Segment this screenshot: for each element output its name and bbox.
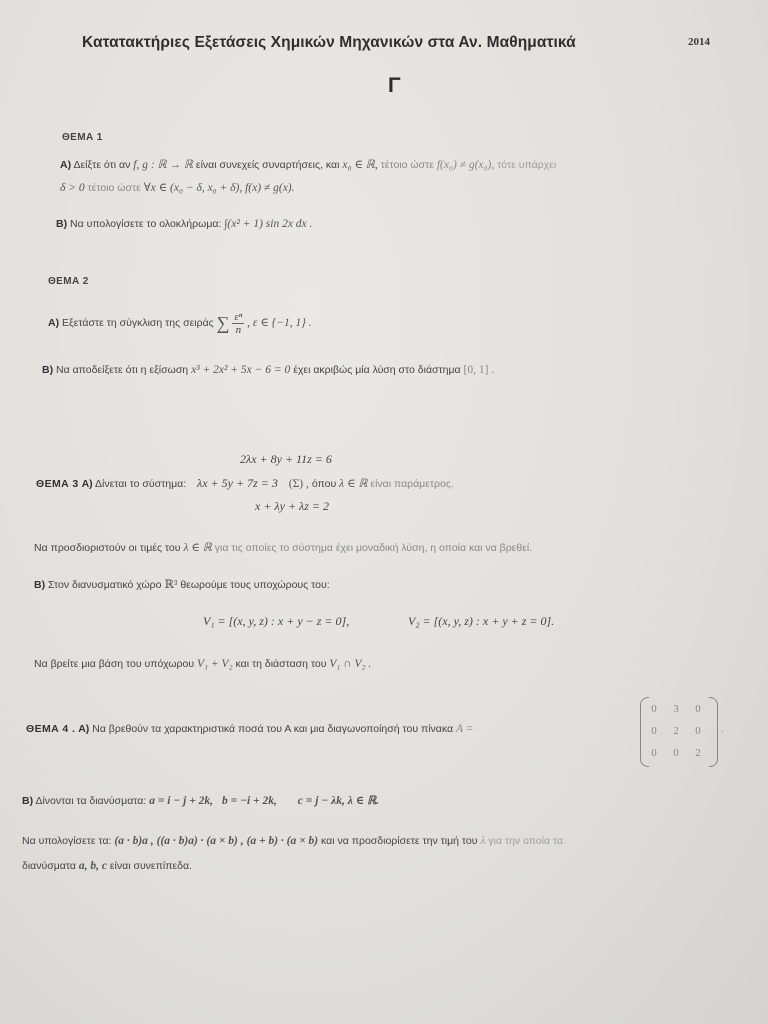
thema3-equation-2: λx + 5y + 7z = 3 [197,476,278,490]
thema1-a-math3: f(x₀) ≠ g(x₀), [436,159,495,171]
thema4-c-text3: για την οποία τα [488,835,564,847]
matrix-a [640,697,718,767]
thema1-b-label: Β) [56,218,68,230]
thema1-b-line [56,218,312,230]
thema2-a-math: , ε ∈ {−1, 1} . [247,317,312,329]
matrix-cell: 0 [651,725,657,737]
matrix-cell: 2 [673,725,679,737]
matrix-cell: 0 [651,703,657,715]
matrix-tail-period: . [721,723,724,735]
thema3-line2-text2: για τις οποίες το σύστημα έχει μοναδική λύση, η οποία και να βρεθεί. [214,542,533,554]
thema3-b2-text2: και τη διάσταση του [235,658,327,670]
thema3-b2-text: Να βρείτε μια βάση του υπόχωρου [34,658,195,670]
thema2-a-denominator: n [235,323,242,336]
matrix-cell: 0 [695,725,701,737]
thema4-a-label: Α) [78,723,90,735]
thema4-c-text2: και να προσδιορίσετε την τιμή του [321,835,478,847]
thema3-a-label: Α) [81,478,93,490]
thema4-c-text: Να υπολογίσετε τα: [22,835,112,847]
thema4-heading: ΘΕΜΑ 4 . [26,723,76,735]
thema3-a-text2: όπου [311,478,337,490]
exam-year: 2014 [688,36,710,48]
thema3-equation-3: x + λy + λz = 2 [255,499,330,513]
thema4-c-line [22,835,563,847]
thema2-a-label: Α) [48,317,60,329]
thema4-b-line [22,793,379,807]
thema1-a-text2: είναι συνεχείς συναρτήσεις, και [195,159,340,171]
thema3-b-math: ℝ³ [164,579,178,591]
thema3-sigma: (Σ) , [288,478,309,490]
thema3-a-text3: είναι παράμετρος. [370,478,454,490]
thema2-a-line [48,310,312,336]
thema1-a-line2 [60,180,295,194]
thema4-vector-c: c = j − λk, λ ∈ ℝ. [297,795,380,807]
thema1-a-text: Δείξτε ότι αν [73,159,131,171]
thema2-a-fraction [232,311,244,336]
thema3-line2-text: Να προσδιοριστούν οι τιμές του [34,542,181,554]
thema2-b-interval: [0, 1] . [463,364,495,376]
thema3-b-label: Β) [34,579,46,591]
thema3-b-line2 [34,658,371,670]
thema4-vector-a: a = i − j + 2k, [149,795,214,807]
matrix-cell: 0 [651,747,657,759]
thema3-a-line2 [34,540,532,554]
thema1-a-math1: f, g : ℝ → ℝ [133,159,193,171]
thema4-vector-b: b = −i + 2k, [221,795,277,807]
thema4-c-math1: (a · b)a , [114,835,154,847]
document-title: Κατατακτήριες Εξετάσεις Χημικών Μηχανικών στα Αν. Μαθηματικά [82,34,576,51]
thema3-b-text: Στον διανυσματικό χώρο [48,579,162,591]
thema3-line2-math: λ ∈ ℝ [183,542,212,554]
thema1-a2-text: τέτοιο ώστε [87,182,141,194]
thema3-subspace-v2: V₂ = [(x, y, z) : x + y + z = 0]. [408,614,555,628]
thema3-b-line [34,577,330,591]
thema1-a2-math1: δ > 0 [60,182,85,194]
thema3-a-line [36,476,454,491]
thema4-a-line [26,723,473,735]
thema4-c-math4: λ [480,835,486,847]
exam-group-letter: Γ [388,74,401,97]
thema4-d-line [22,860,192,872]
thema3-subspace-v1: V₁ = [(x, y, z) : x + y − z = 0], [203,614,350,628]
thema1-a-math2: x₀ ∈ ℝ, [342,159,378,171]
thema4-d-text: διανύσματα [22,860,76,872]
thema2-heading: ΘΕΜΑ 2 [48,276,89,287]
thema2-b-text: Να αποδείξετε ότι η εξίσωση [56,364,189,376]
matrix-cell: 0 [695,703,701,715]
thema1-heading: ΘΕΜΑ 1 [62,132,103,143]
thema3-b2-math: V₁ + V₂ [197,658,233,670]
thema1-a-text3: τέτοιο ώστε [380,159,434,171]
thema1-b-math: ∫(x² + 1) sin 2x dx . [224,218,313,230]
thema4-c-math3: (a + b) · (a × b) [246,835,319,847]
thema3-b2-math2: V₁ ∩ V₂ . [329,658,372,670]
matrix-cell: 2 [695,747,701,759]
thema3-a-text: Δίνεται το σύστημα: [95,478,187,490]
thema2-b-label: Β) [42,364,54,376]
thema3-b-text2: θεωρούμε τους υποχώρους του: [180,579,330,591]
thema3-a-math: λ ∈ ℝ [339,478,368,490]
thema4-a-math: A = [456,723,474,735]
thema2-a-text: Εξετάστε τη σύγκλιση της σειράς [62,317,214,329]
matrix-cell: 3 [673,703,679,715]
thema1-a2-math2: ∀x ∈ (x₀ − δ, x₀ + δ), f(x) ≠ g(x). [143,182,295,194]
thema4-b-label: Β) [22,795,34,807]
thema1-a-label: Α) [60,159,72,171]
thema4-d-math: a, b, c [78,860,107,872]
thema3-heading: ΘΕΜΑ 3 [36,478,79,490]
thema1-a-text4: τότε υπάρχει [497,159,557,171]
thema2-a-sum: ∑ [216,313,230,333]
matrix-right-bracket [709,697,718,767]
thema1-a-line1 [60,157,556,171]
thema2-b-text2: έχει ακριβώς μία λύση στο διάστημα [293,364,461,376]
thema4-c-math2: ((a · b)a) · (a × b) , [156,835,244,847]
thema2-b-math: x³ + 2x² + 5x − 6 = 0 [191,364,291,376]
thema3-equation-1: 2λx + 8y + 11z = 6 [240,452,332,466]
thema4-b-text: Δίνονται τα διανύσματα: [35,795,147,807]
thema2-b-line [42,364,494,376]
thema4-d-text2: είναι συνεπίπεδα. [109,860,192,872]
thema4-a-text: Να βρεθούν τα χαρακτηριστικά ποσά του Α και μια διαγωνοποίησή του πίνακα [92,723,454,735]
thema1-b-text: Να υπολογίσετε το ολοκλήρωμα: [70,218,222,230]
thema2-a-numerator: εⁿ [234,310,243,323]
matrix-cell: 0 [673,747,679,759]
